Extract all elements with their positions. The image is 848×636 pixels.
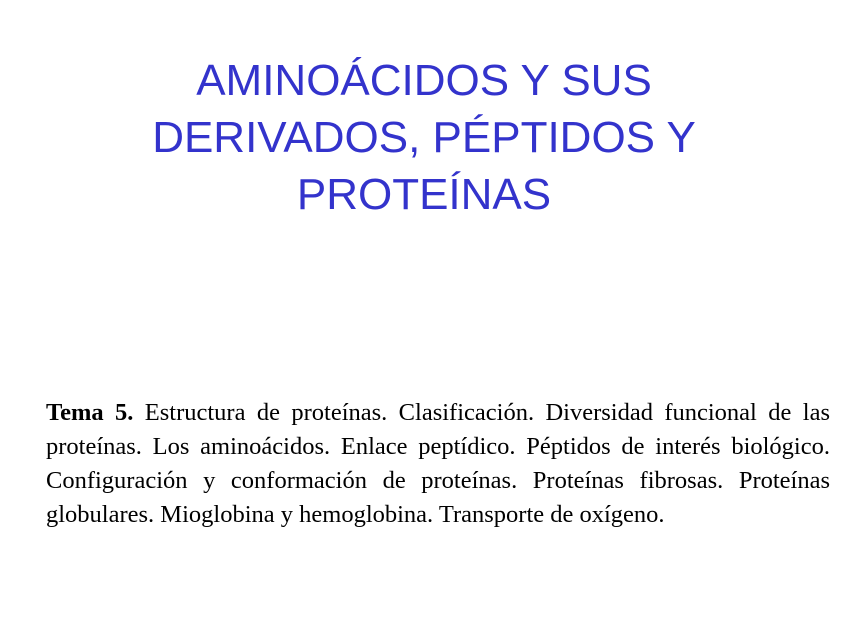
topic-label: Tema 5. bbox=[46, 399, 134, 426]
title-line-1: AMINOÁCIDOS Y SUS bbox=[196, 56, 652, 105]
title-line-2: DERIVADOS, PÉPTIDOS Y bbox=[152, 113, 696, 162]
topic-description bbox=[46, 396, 830, 532]
title-line-3: PROTEÍNAS bbox=[296, 170, 552, 219]
topic-text: Estructura de proteínas. Clasificación. Diversidad funcional de las proteínas. Los aminoácidos. Enlace peptídico. Péptidos de interés biológico. Configuración y conformación de proteínas. Proteínas fibrosas. Proteínas globulares. Mioglobina y hemoglobina. Transporte de oxígeno. bbox=[46, 399, 830, 528]
slide-title bbox=[80, 52, 768, 223]
